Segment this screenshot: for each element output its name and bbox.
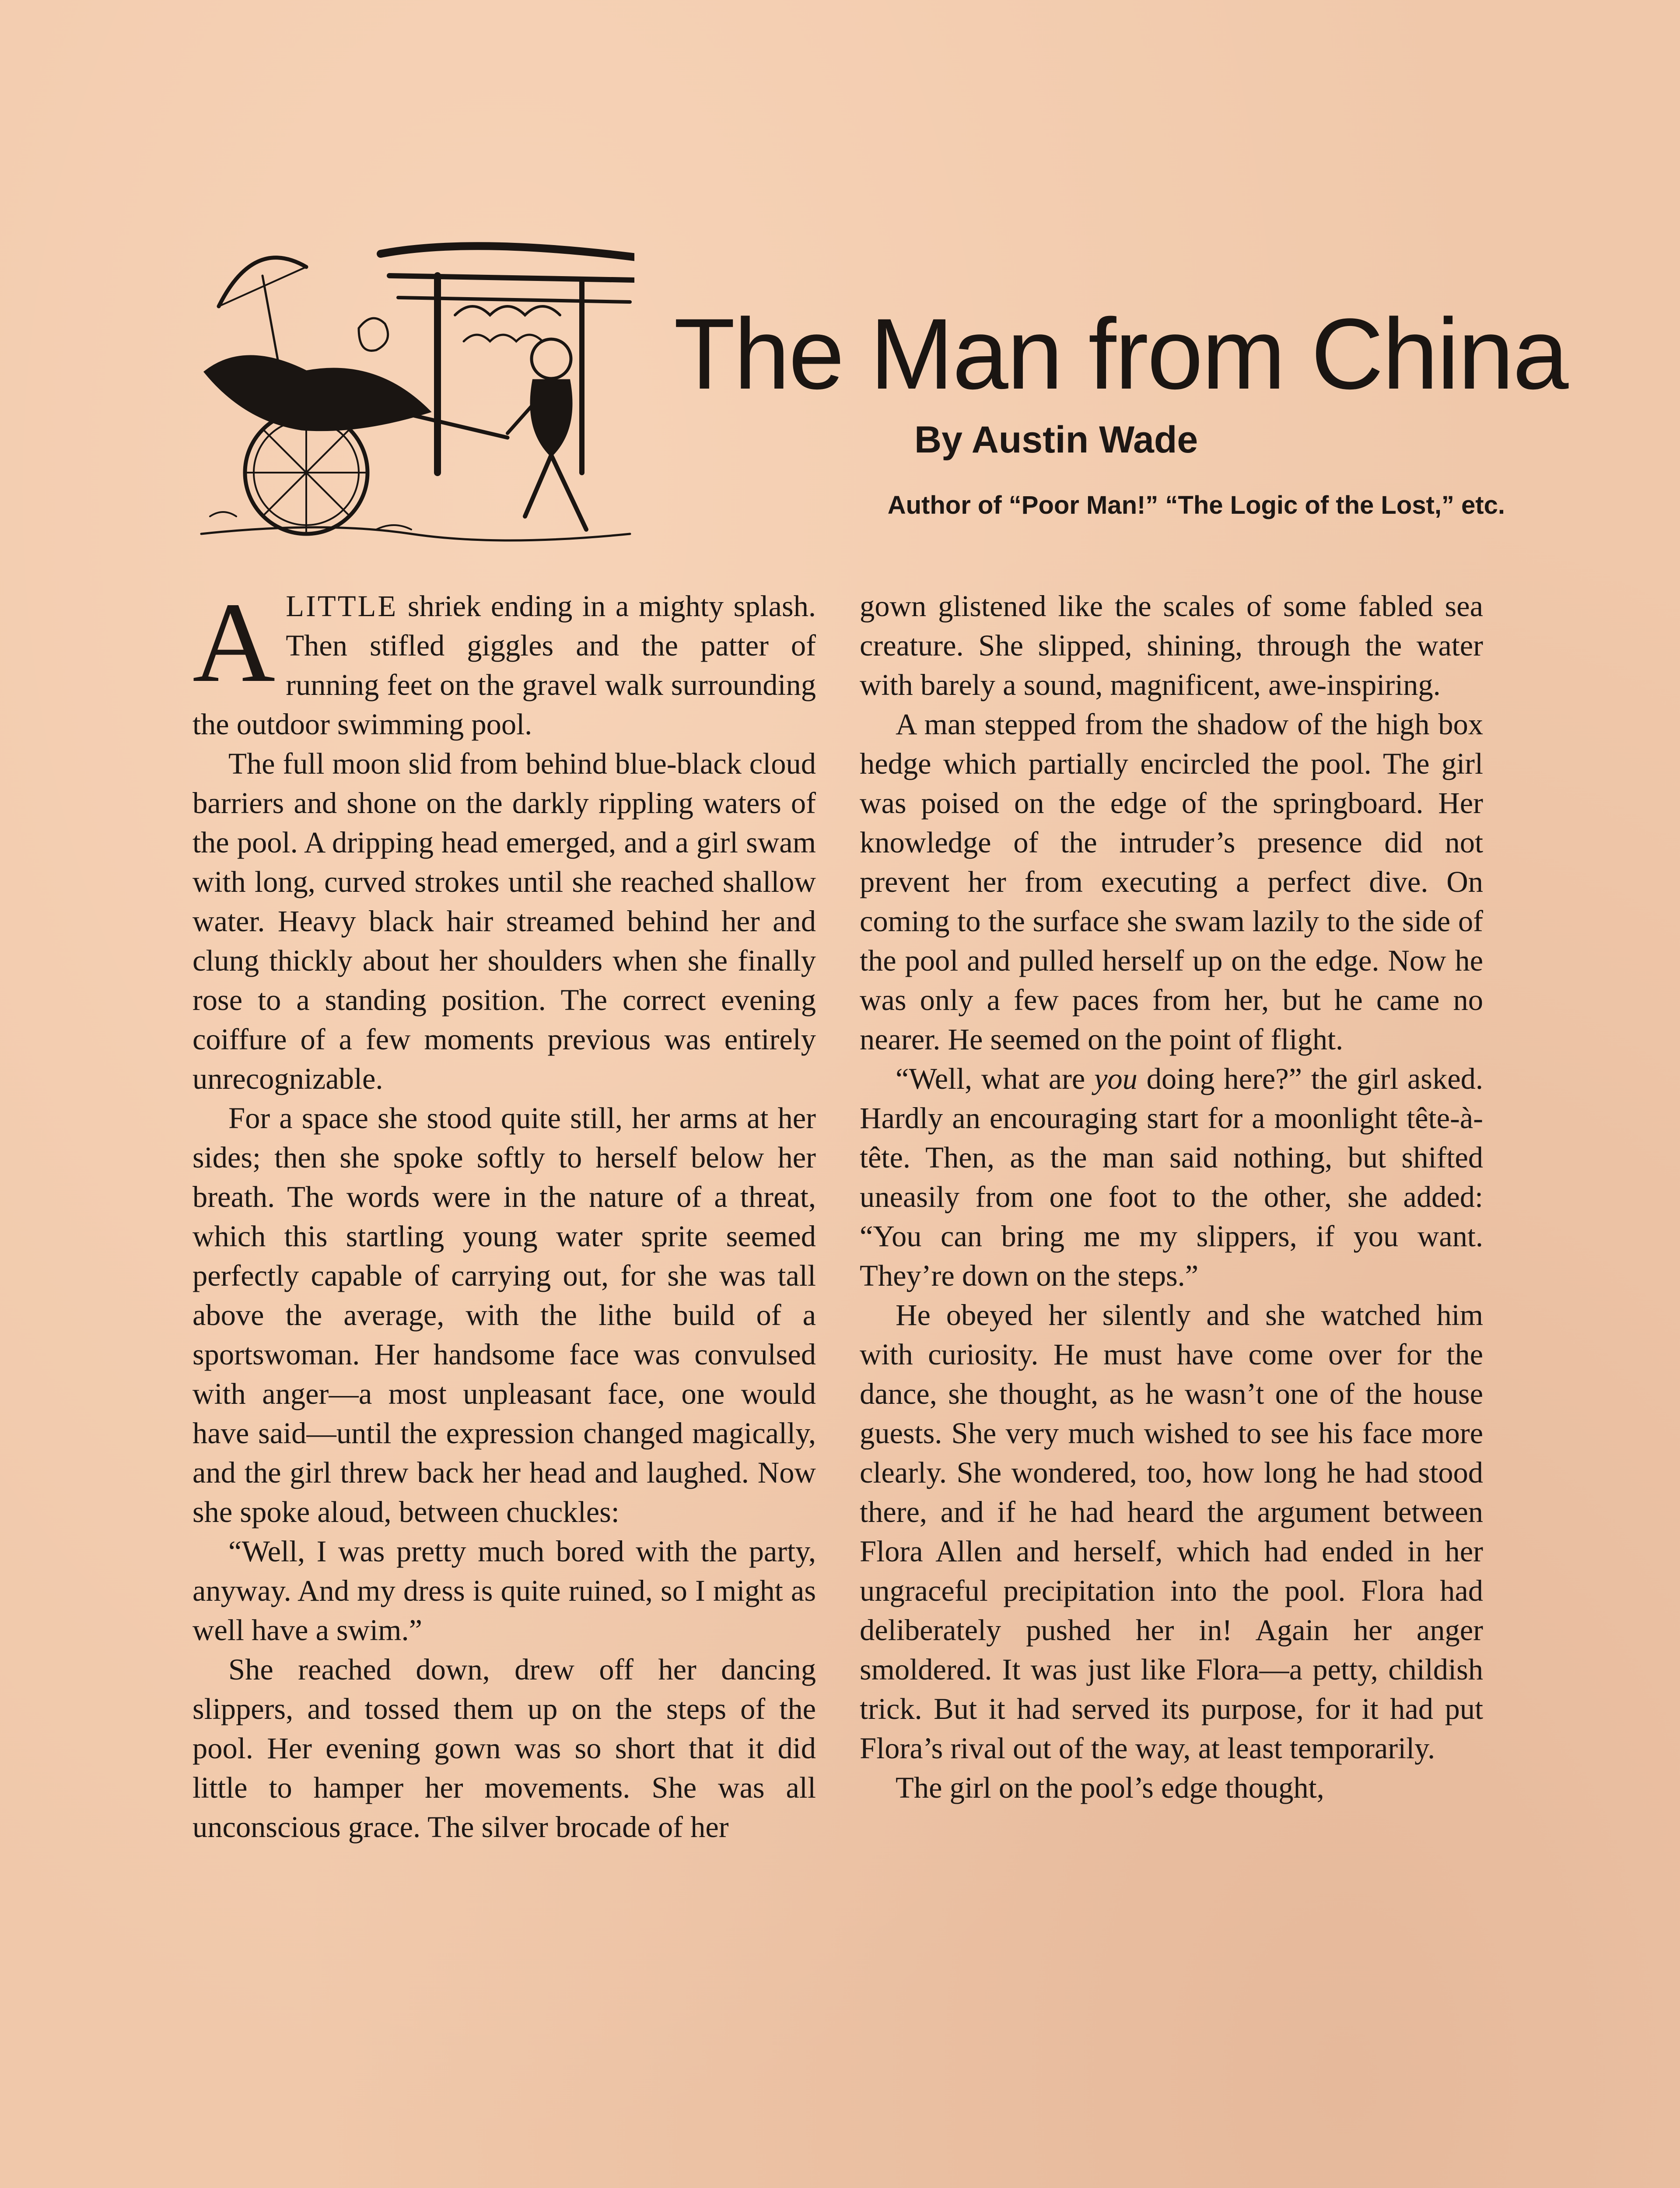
paragraph: The full moon slid from behind blue-black cloud barriers and shone on the darkly rippling waters of the pool. A dripping head emerged, and a girl swam with long, curved strokes until she reached shallow water. Heavy black hair streamed behind her and clung thickly about her shoulders when she finally rose to a standing position. The correct evening coiffure of a few moments previous was entirely unrecognizable.	[192, 747, 816, 1095]
paragraph	[860, 1059, 1483, 1295]
dialogue-rest: doing here?” the girl asked. Hardly an encouraging start for a moonlight tête-à-tête. Then, as the man said nothing, but shifted uneasily from one foot to the other, she added: “You can bring me my slippers, if you want. They’re down on the steps.”	[860, 1062, 1483, 1292]
author-byline: By Austin Wade	[914, 419, 1198, 461]
right-column	[860, 586, 1483, 1807]
opening-word: LITTLE	[286, 589, 398, 623]
paragraph: “Well, I was pretty much bored with the party, anyway. And my dress is quite ruined, so I might as well have a swim.”	[192, 1535, 816, 1647]
drop-cap: A	[192, 579, 276, 706]
dialogue-start: “Well, what are	[896, 1062, 1095, 1095]
opening-text: shriek ending in a mighty splash. Then stifled giggles and the patter of running feet on the gravel walk surrounding the outdoor swimming pool.	[192, 589, 816, 741]
opening-paragraph	[192, 579, 816, 744]
story-title: The Man from China	[674, 298, 1568, 410]
paragraph: gown glistened like the scales of some fabled sea creature. She slipped, shining, through the water with barely a sound, magnificent, awe-inspiring.	[860, 589, 1483, 701]
author-credits: Author of “Poor Man!” “The Logic of the Lost,” etc.	[887, 491, 1505, 519]
paragraph: She reached down, drew off her dancing slippers, and tossed them up on the steps of the pool. Her evening gown was so short that it did little to hamper her movements. She was all unconscious grace. The silver brocade of her	[192, 1653, 816, 1844]
left-column	[192, 579, 816, 1847]
paragraph: A man stepped from the shadow of the high box hedge which partially encircled the pool. The girl was poised on the edge of the springboard. Her knowledge of the intruder’s presence did not prevent her from executing a perfect dive. On coming to the surface she swam lazily to the side of the pool and pulled herself up on the edge. Now he was only a few paces from her, but he came no nearer. He seemed on the point of flight.	[860, 708, 1483, 1056]
paragraph: The girl on the pool’s edge thought,	[896, 1771, 1324, 1804]
rickshaw-illustration	[192, 228, 634, 551]
paragraph: For a space she stood quite still, her arms at her sides; then she spoke softly to herself below her breath. The words were in the nature of a threat, which this startling young water sprite seemed perfectly capable of carrying out, for she was tall above the average, with the lithe build of a sportswoman. Her handsome face was convulsed with anger—a most unpleasant face, one would have said—until the expression changed magically, and the girl threw back her head and laughed. Now she spoke aloud, between chuckles:	[192, 1101, 816, 1529]
emphasis: you	[1094, 1062, 1138, 1095]
paragraph: He obeyed her silently and she watched him with curiosity. He must have come over for the dance, she thought, as he wasn’t one of the house guests. She very much wished to see his face more clearly. She wondered, too, how long he had stood there, and if he had heard the argument between Flora Allen and herself, which had ended in her ungraceful precipitation into the pool. Flora had deliberately pushed her in! Again her anger smoldered. It was just like Flora—a petty, childish trick. But it had served its purpose, for it had put Flora’s rival out of the way, at least temporarily.	[860, 1298, 1483, 1765]
